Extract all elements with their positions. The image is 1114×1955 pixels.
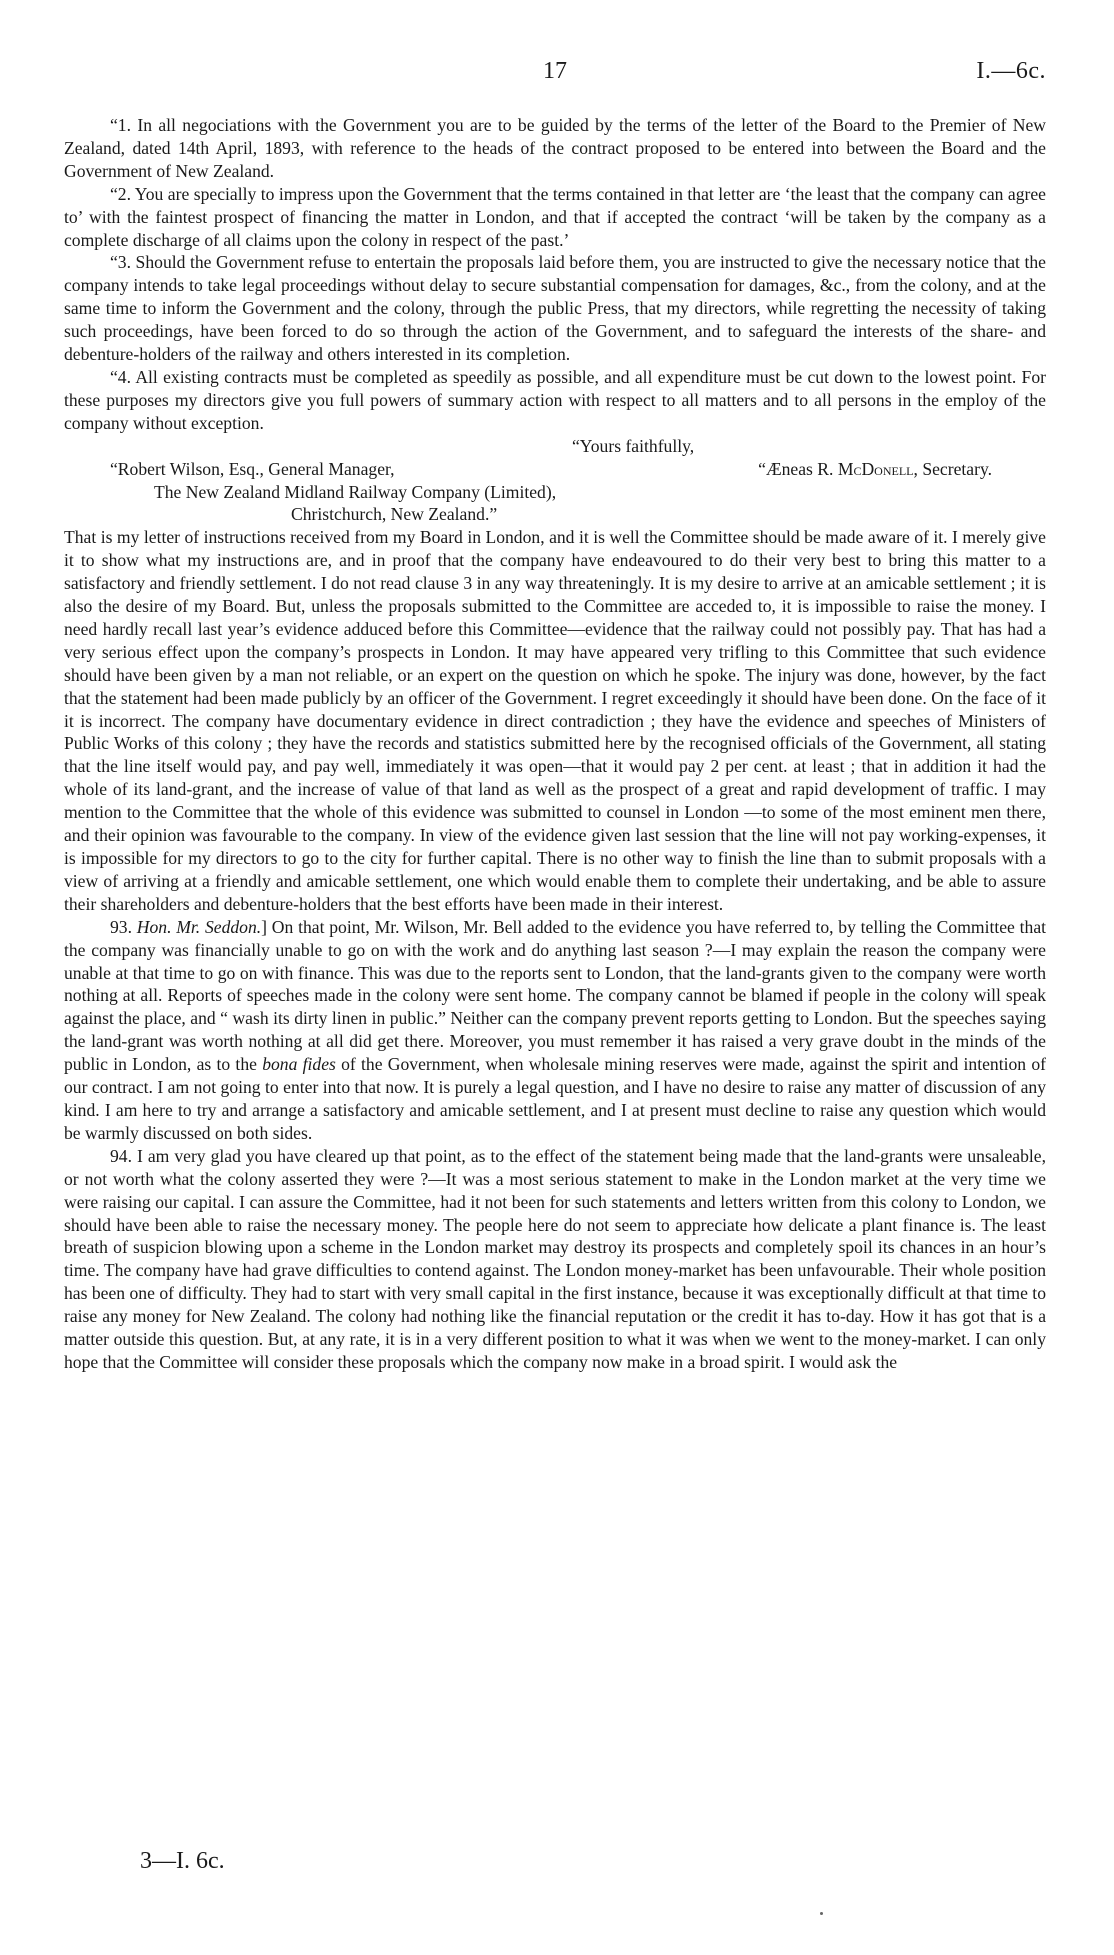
question-93 (64, 916, 1046, 1145)
letter-address-line-2: Christchurch, New Zealand.” (291, 504, 498, 525)
document-reference: I.—6c. (976, 58, 1046, 84)
page-body (64, 114, 1046, 1374)
letter-signature (758, 458, 992, 481)
question-93-text: ] On that point, Mr. Wilson, Mr. Bell added to the evidence you have referred to, by telling the Committee that the company was financially unable to go on with the work and do anything last season ?—I may explain the reason the company were unable at that time to go on with finance. This was due to the reports sent to London, that the land-grants given to the company were worth nothing at all. Reports of speeches made in the colony were sent home. The company cannot be blamed if people in the colony will speak against the place, and “ wash its dirty linen in public.” Neither can the company prevent reports getting to London. But the speeches saying the land-grant was worth nothing at all did get there. Moreover, you must remember it has raised a very grave doubt in the minds of the public in London, as to the (64, 916, 1047, 1075)
question-93-speaker: Hon. Mr. Seddon. (136, 916, 262, 937)
signature-title: , Secretary. (913, 458, 992, 479)
signature-mark: 3—I. 6c. (140, 1848, 225, 1874)
signature-row (64, 458, 1046, 481)
letter-address-line-1: The New Zealand Midland Railway Company (Limited), (154, 481, 557, 502)
page-header (64, 58, 1046, 92)
question-93-text-continued: of the Government, when wholesale mining reserves were made, against the spirit and intention of our contract. I am not going to enter into that now. It is purely a legal question, and I have no desire to raise any matter of discussion of any kind. I am here to try and arrange a satisfactory and amicable settlement, and I at present must decline to raise any question which would be warmly discussed on both sides. (64, 1054, 1046, 1143)
letter-clause-2: “2. You are specially to impress upon the Government that the terms contained in that letter are ‘the least that the company can agree to’ with the faintest prospect of financing the matter in London, and that if accepted the contract ‘will be taken by the company as a complete discharge of all claims upon the colony in respect of the past.’ (64, 183, 1046, 250)
letter-clause-4: “4. All existing contracts must be completed as speedily as possible, and all expenditure must be cut down to the lowest point. For these purposes my directors give you full powers of summary action with respect to all matters and to all persons in the employ of the company without exception. (64, 366, 1046, 433)
letter-clause-3: “3. Should the Government refuse to entertain the proposals laid before them, you are instructed to give the necessary notice that the company intends to take legal proceedings without delay to secure substantial compensation for damages, &c., from the colony, and at the same time to inform the Government and the colony, through the public Press, that my directors, while regretting the necessity of taking such proceedings, have been forced to do so through the action of the Government, and to safeguard the interests of the share- and debenture-holders of the railway and others interested in its completion. (64, 252, 1046, 365)
letter-closing: “Yours faithfully, (572, 435, 695, 456)
signature-name: McDonell (837, 458, 914, 479)
question-93-italic: bona fides (262, 1054, 336, 1075)
paragraph-main: That is my letter of instructions received from my Board in London, and it is well the Committee should be made aware of it. I merely give it to show what my instructions are, and in proof that the company have endeavoured to do their very best to bring this matter to a satisfactory and friendly settlement. I do not read clause 3 in any way threateningly. It is my desire to arrive at an amicable settlement ; it is also the desire of my Board. But, unless the proposals submitted to the Committee are acceded to, it is impossible to raise the money. I need hardly recall last year’s evidence adduced before this Committee—evidence that the railway could not possibly pay. That has had a very serious effect upon the company’s prospects in London. It may have appeared very trifling to this Committee that such evidence should have been given by a man not reliable, or an expert on the question on which he spoke. The injury was done, however, by the fact that the statement had been made publicly by an officer of the Government. I regret exceedingly it should have been done. On the face of it it is incorrect. The company have documentary evidence in direct contradiction ; they have the evidence and speeches of Ministers of Public Works of this colony ; they have the records and statistics submitted here by the recognised officials of the Government, all stating that the line itself would pay, and pay well, immediately it was open—that it would pay 2 per cent. at least ; that in addition it had the whole of its land-grant, and the increase of value of that land as well as the prospect of a great and rapid development of traffic. I may mention to the Committee that the whole of this evidence was submitted to counsel in London —to some of the most eminent men there, and their opinion was favourable to the company. In view of the evidence given last session that the line will not pay working-expenses, it is impossible for my directors to go to the city for further capital. There is no other way to finish the line than to submit proposals with a view of arriving at a friendly and amicable settlement, one which would enable them to complete their undertaking, and be able to assure their shareholders and debenture-holders that the best efforts have been made in their interest. (64, 527, 1046, 914)
page-number: 17 (543, 58, 567, 84)
letter-clause-1: “1. In all negociations with the Government you are to be guided by the terms of the letter of the Board to the Premier of New Zealand, dated 14th April, 1893, with reference to the heads of the contract proposed to be entered into between the Board and the Government of New Zealand. (64, 115, 1046, 181)
question-93-number: 93. (110, 916, 137, 937)
signature-prefix: “Æneas R. (758, 458, 838, 479)
question-94: 94. I am very glad you have cleared up that point, as to the effect of the statement being made that the land-grants were unsaleable, or not worth what the colony asserted they were ?—It was a most serious statement to make in the London market at the very time we were raising our capital. I can assure the Committee, had it not been for such statements and letters written from this colony to London, we should have been able to raise the necessary money. The people here do not seem to appreciate how delicate a plant finance is. The least breath of suspicion blowing upon a scheme in the London market may destroy its prospects and completely spoil its chances in an hour’s time. The company have had grave difficulties to contend against. The London money-market has been unfavourable. Their whole position has been one of difficulty. They had to start with very small capital in the first instance, because it was exceptionally difficult at that time to raise any money for New Zealand. The colony had nothing like the financial reputation or the credit it has to-day. How it has got that is a matter outside this question. But, at any rate, it is in a very different position to what it was when we went to the money-market. I can only hope that the Committee will consider these proposals which the company now make in a broad spirit. I would ask the (64, 1145, 1046, 1372)
paper-speck (820, 1912, 823, 1915)
letter-addressee: “Robert Wilson, Esq., General Manager, (110, 458, 395, 479)
